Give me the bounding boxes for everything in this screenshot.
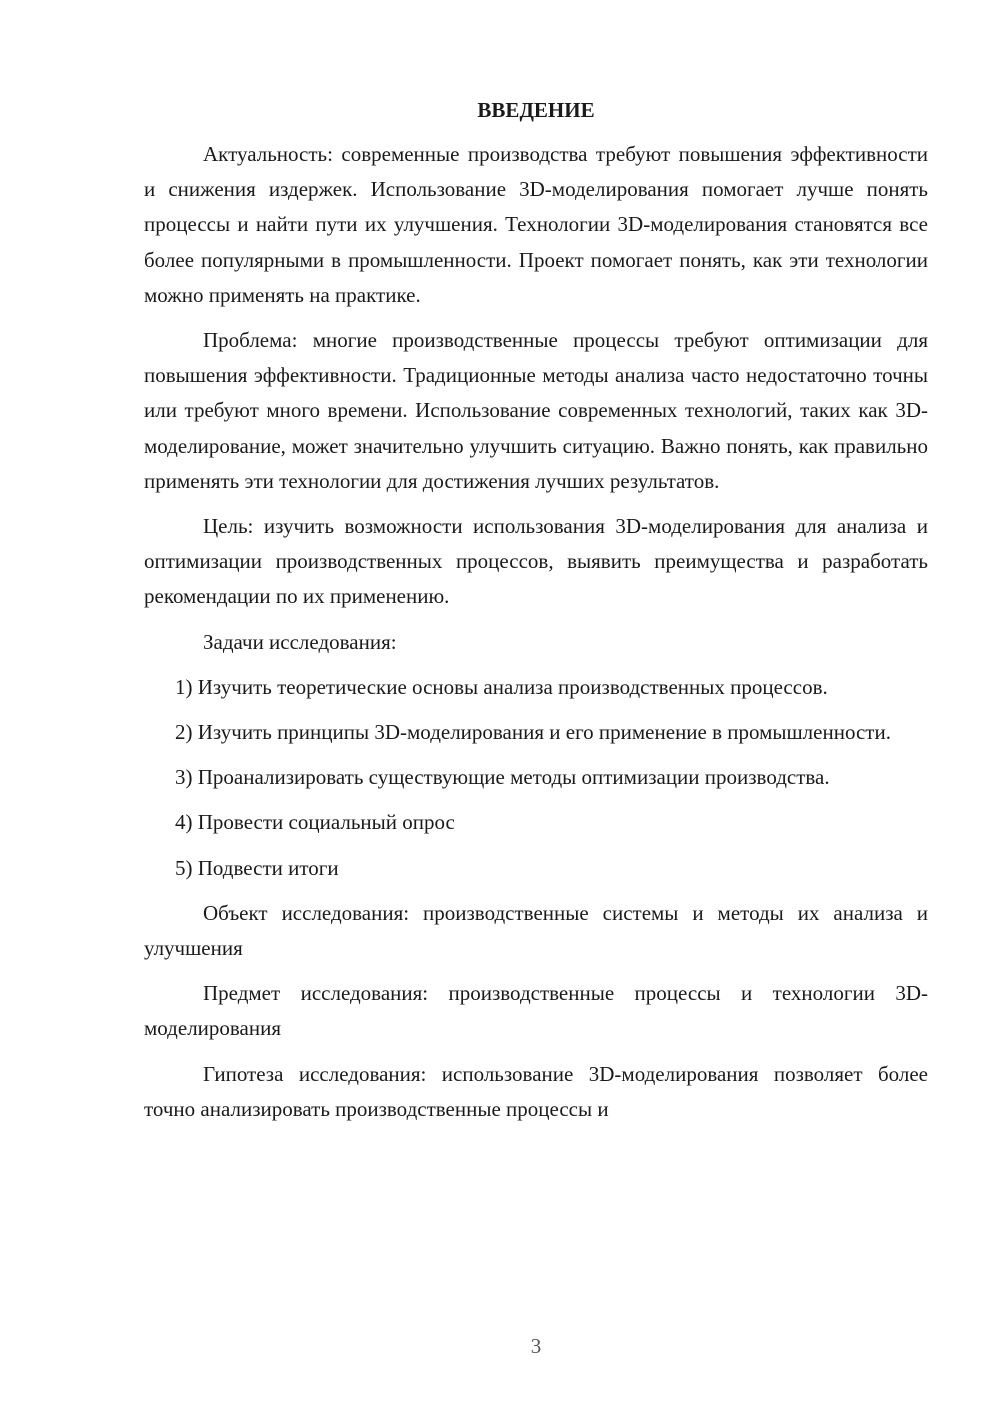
page-title: ВВЕДЕНИЕ bbox=[477, 98, 595, 122]
task-item: 5) Подвести итоги bbox=[175, 855, 339, 880]
page-number: 3 bbox=[530, 1334, 542, 1358]
paragraph-problem: Проблема: многие производственные процессы требуют оптимизации для повышения эффективности. Традиционные методы анализа часто недостаточно точны или требуют много времени. Использование современных технологий, таких как 3D-моделирование, может значительно улучшить ситуацию. Важно понять, как правильно применять эти технологии для достижения лучших результатов. bbox=[144, 328, 928, 493]
task-item: 4) Провести социальный опрос bbox=[175, 810, 455, 835]
paragraph-goal: Цель: изучить возможности использования 3D-моделирования для анализа и оптимизации производственных процессов, выявить преимущества и разработать рекомендации по их применению. bbox=[144, 514, 928, 609]
paragraph-object: Объект исследования: производственные системы и методы их анализа и улучшения bbox=[144, 900, 928, 961]
paragraph-hypothesis: Гипотеза исследования: использование 3D-моделирования позволяет более точно анализировать производственные процессы и bbox=[144, 1061, 928, 1121]
paragraph-subject: Предмет исследования: производственные процессы и технологии 3D-моделирования bbox=[144, 981, 928, 1041]
task-item: 2) Изучить принципы 3D-моделирования и его применение в промышленности. bbox=[175, 720, 891, 745]
task-item: 1) Изучить теоретические основы анализа производственных процессов. bbox=[175, 674, 828, 699]
paragraph-tasks-heading: Задачи исследования: bbox=[203, 629, 397, 654]
document-page bbox=[144, 95, 928, 1137]
paragraph-relevance: Актуальность: современные производства требуют повышения эффективности и снижения издержек. Использование 3D-моделирования помогает лучше понять процессы и найти пути их улучшения. Технологии 3D-моделирования становятся все более популярными в промышленности. Проект помогает понять, как эти технологии можно применять на практике. bbox=[144, 142, 928, 307]
task-item: 3) Проанализировать существующие методы оптимизации производства. bbox=[175, 765, 830, 790]
